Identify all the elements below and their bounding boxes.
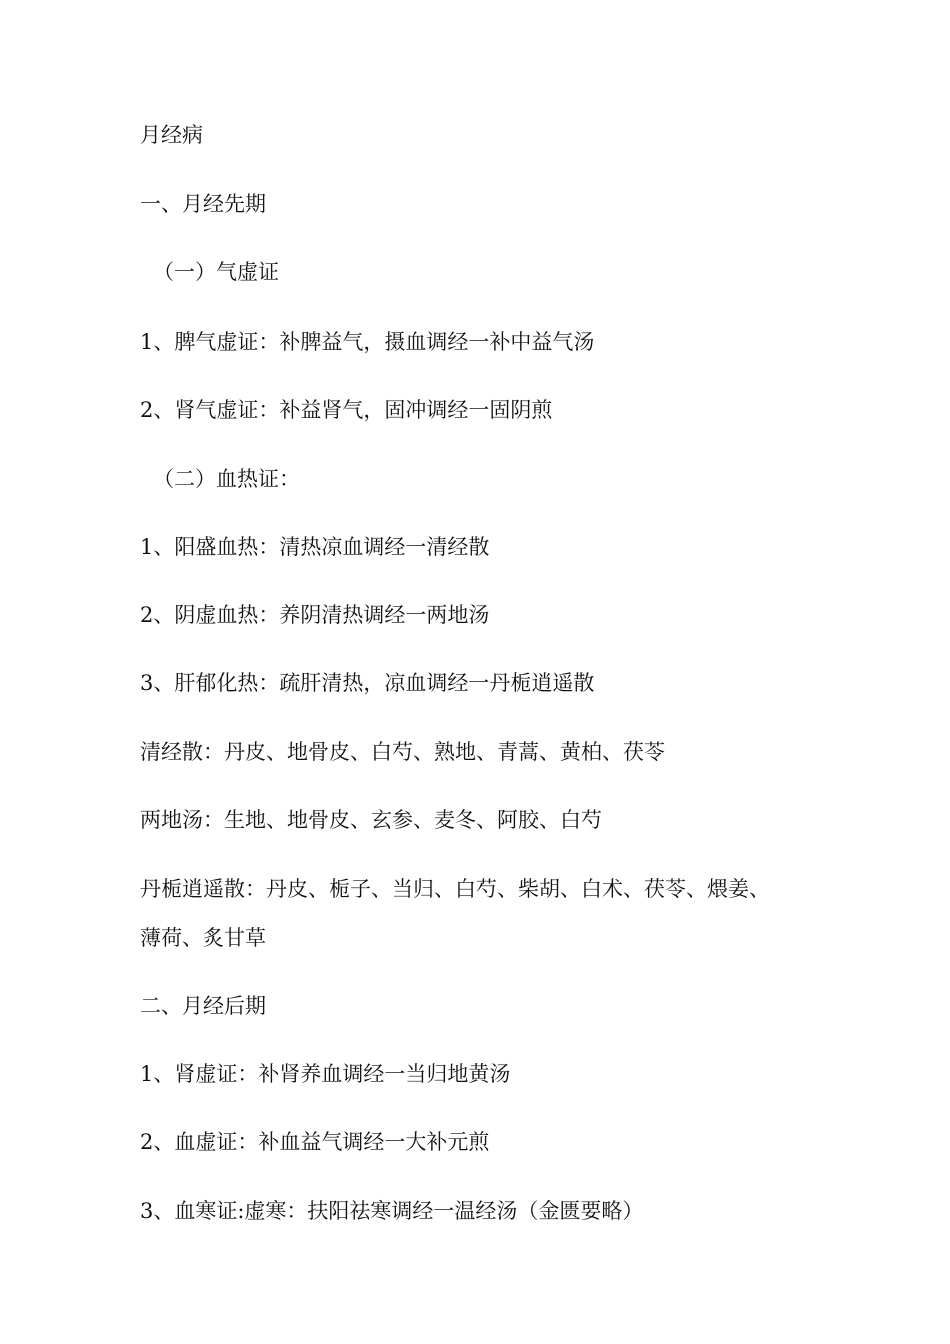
list-item: 3、血寒证:虚寒：扶阳祛寒调经一温经汤（金匮要略）: [140, 1199, 644, 1223]
list-item: 2、肾气虚证：补益肾气，固冲调经一固阴煎: [140, 398, 553, 422]
formula-text: 丹栀逍遥散：丹皮、栀子、当归、白芍、柴胡、白术、茯苓、煨姜、: [140, 877, 770, 901]
list-item: 2、血虚证：补血益气调经一大补元煎: [140, 1130, 490, 1154]
section-heading: 一、月经先期: [140, 192, 266, 216]
document-title: 月经病: [140, 123, 203, 147]
list-item: 1、阳盛血热：清热凉血调经一清经散: [140, 535, 490, 559]
formula-text: 两地汤：生地、地骨皮、玄参、麦冬、阿胶、白芍: [140, 808, 602, 832]
list-item: 3、肝郁化热：疏肝清热，凉血调经一丹栀逍遥散: [140, 671, 595, 695]
subsection-heading: （一）气虚证: [153, 260, 279, 284]
formula-text-continued: 薄荷、炙甘草: [140, 926, 266, 950]
list-item: 2、阴虚血热：养阴清热调经一两地汤: [140, 603, 490, 627]
list-item: 1、肾虚证：补肾养血调经一当归地黄汤: [140, 1062, 511, 1086]
section-heading: 二、月经后期: [140, 994, 266, 1018]
formula-text: 清经散：丹皮、地骨皮、白芍、熟地、青蒿、黄柏、茯苓: [140, 740, 665, 764]
list-item: 1、脾气虚证：补脾益气，摄血调经一补中益气汤: [140, 330, 595, 354]
subsection-heading: （二）血热证：: [153, 467, 300, 491]
